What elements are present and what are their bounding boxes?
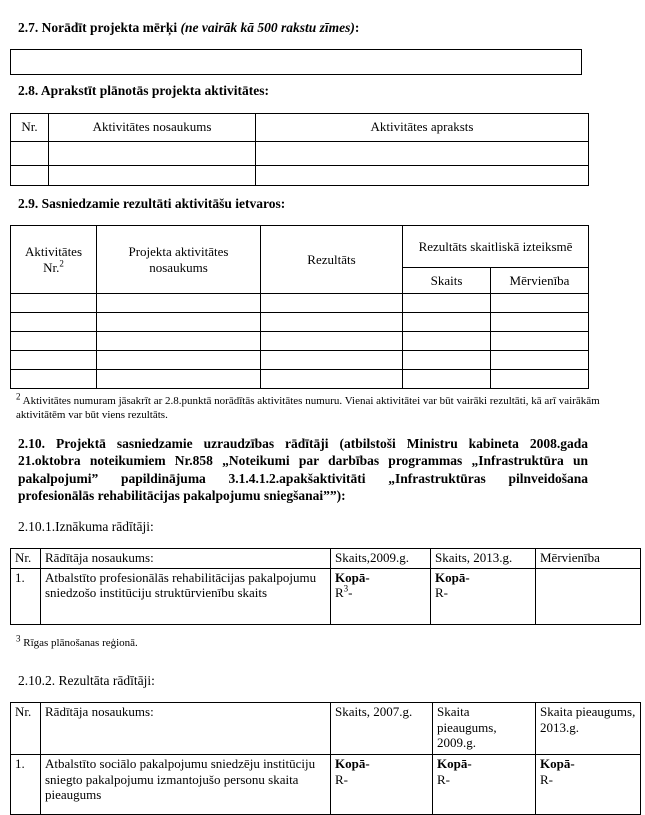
footnote-2-marker: 2 (16, 391, 21, 402)
empty-cell[interactable] (261, 351, 403, 370)
results-table (10, 225, 589, 389)
activities-header-name: Aktivitātes nosaukums (49, 113, 256, 141)
empty-cell[interactable] (97, 294, 261, 313)
output-indicator-row (11, 569, 641, 625)
empty-cell[interactable] (491, 351, 589, 370)
empty-cell[interactable] (403, 294, 491, 313)
section-2-8-heading: 2.8. Aprakstīt plānotās projekta aktivitātes: (18, 83, 270, 98)
results-header-activity-nr-text: Aktivitātes Nr. (24, 244, 83, 275)
region-value: R- (540, 771, 553, 787)
footnote-2-text: Aktivitātes numuram jāsakrīt ar 2.8.punktā norādītās aktivitātes numuru. Vienai aktivitātei var būt vairāki rezultāti, kā arī vairākām aktivitātēm var būt viens rezultāts. (16, 395, 600, 421)
section-2-10-paragraph: 2.10. Projektā sasniedzamie uzraudzības rādītāji (atbilstoši Ministru kabineta 2008.gada 21.oktobra noteikumiem Nr.858 „Noteikumi par darbības programmas „Infrastruktūra un pakalpojumi” papildinājuma 3.1.4.1.2.apakšaktivitāti „Infrastruktūras pilnveidošana profesionālās rehabilitācijas pakalpojumu sniegšanai””): (18, 435, 588, 503)
empty-cell[interactable] (491, 294, 589, 313)
output-header-indicator-name: Rādītāja nosaukums: (41, 549, 331, 569)
result-header-increase-2009: Skaita pieaugums, 2009.g. (433, 703, 536, 755)
result-row-increase-2009 (433, 755, 536, 815)
empty-cell[interactable] (261, 332, 403, 351)
activities-row (11, 165, 589, 185)
region-r: R (335, 585, 344, 601)
output-row-nr: 1. (11, 569, 41, 625)
empty-cell[interactable] (97, 351, 261, 370)
activities-table (10, 113, 589, 186)
empty-cell[interactable] (49, 165, 256, 185)
project-goal-input[interactable] (10, 49, 582, 75)
total-label: Kopā- (335, 756, 370, 772)
activities-row (11, 141, 589, 165)
empty-cell[interactable] (491, 332, 589, 351)
empty-cell[interactable] (11, 294, 97, 313)
total-label: Kopā- (540, 756, 575, 772)
footnote-3-text: Rīgas plānošanas reģionā. (20, 637, 138, 649)
section-2-7-heading (18, 20, 640, 36)
total-label: Kopā- (437, 756, 472, 772)
empty-cell[interactable] (11, 351, 97, 370)
empty-cell[interactable] (403, 332, 491, 351)
empty-cell[interactable] (11, 165, 49, 185)
result-indicator-row (11, 755, 641, 815)
empty-cell[interactable] (261, 294, 403, 313)
result-header-nr: Nr. (11, 703, 41, 755)
results-row (11, 294, 589, 313)
result-row-count-2007 (331, 755, 433, 815)
empty-cell[interactable] (491, 370, 589, 389)
result-indicators-table (10, 702, 641, 815)
results-row (11, 332, 589, 351)
result-indicators-header-row (11, 703, 641, 755)
empty-cell[interactable] (11, 141, 49, 165)
output-row-name: Atbalstīto profesionālās rehabilitācijas pakalpojumu sniedzošo institūciju struktūrvienību skaits (41, 569, 331, 625)
output-header-nr: Nr. (11, 549, 41, 569)
empty-cell[interactable] (403, 313, 491, 332)
output-header-count-2013: Skaits, 2013.g. (431, 549, 536, 569)
empty-cell[interactable] (11, 332, 97, 351)
region-dash: - (348, 585, 353, 601)
output-indicators-table (10, 548, 641, 625)
result-row-increase-2013 (536, 755, 641, 815)
section-2-7-colon: : (354, 19, 360, 35)
results-row (11, 370, 589, 389)
output-row-count-2009 (331, 569, 431, 625)
footnote-ref-2: 2 (59, 258, 64, 269)
empty-cell[interactable] (97, 370, 261, 389)
results-header-numeric-group: Rezultāts skaitliskā izteiksmē (403, 226, 589, 268)
result-row-nr: 1. (11, 755, 41, 815)
footnote-3-marker: 3 (16, 633, 21, 644)
empty-cell[interactable] (11, 370, 97, 389)
activities-header-row (11, 113, 589, 141)
section-2-9-heading: 2.9. Sasniedzamie rezultāti aktivitāšu ietvaros: (18, 195, 286, 211)
result-header-increase-2013: Skaita pieaugums, 2013.g. (536, 703, 641, 755)
activities-header-description: Aktivitātes apraksts (256, 113, 589, 141)
results-header-count: Skaits (403, 268, 491, 294)
result-header-indicator-name: Rādītāja nosaukums: (41, 703, 331, 755)
empty-cell[interactable] (491, 313, 589, 332)
region-value: R- (437, 771, 450, 787)
empty-cell[interactable] (261, 313, 403, 332)
results-header-activity-nr (11, 226, 97, 294)
output-row-unit[interactable] (536, 569, 641, 625)
region-value: R- (335, 771, 348, 787)
results-header-unit: Mērvienība (491, 268, 589, 294)
results-row (11, 351, 589, 370)
result-row-name: Atbalstīto sociālo pakalpojumu sniedzēju institūciju sniegto pakalpojumu izmantojušo personu skaita pieaugums (41, 755, 331, 815)
results-row (11, 313, 589, 332)
empty-cell[interactable] (11, 313, 97, 332)
total-label: Kopā- (435, 570, 470, 585)
empty-cell[interactable] (97, 332, 261, 351)
footnote-ref-3: 3 (343, 584, 349, 594)
region-value (335, 585, 426, 600)
empty-cell[interactable] (261, 370, 403, 389)
section-2-10-1-heading: 2.10.1.Iznākuma rādītāji: (18, 518, 154, 534)
activities-header-nr: Nr. (11, 113, 49, 141)
empty-cell[interactable] (403, 351, 491, 370)
output-indicators-header-row (11, 549, 641, 569)
result-header-count-2007: Skaits, 2007.g. (331, 703, 433, 755)
section-2-7-note: (ne vairāk kā 500 rakstu zīmes) (180, 19, 355, 35)
results-header-activity-name: Projekta aktivitātes nosaukums (97, 226, 261, 294)
section-2-7-label: 2.7. Norādīt projekta mērķi (18, 19, 181, 35)
empty-cell[interactable] (256, 141, 589, 165)
results-header-row-1 (11, 226, 589, 268)
output-header-unit: Mērvienība (536, 549, 641, 569)
empty-cell[interactable] (97, 313, 261, 332)
empty-cell[interactable] (49, 141, 256, 165)
total-label: Kopā- (335, 570, 370, 585)
output-row-count-2013 (431, 569, 536, 625)
output-header-count-2009: Skaits,2009.g. (331, 549, 431, 569)
footnote-2 (16, 391, 628, 423)
results-header-result: Rezultāts (261, 226, 403, 294)
empty-cell[interactable] (403, 370, 491, 389)
footnote-3 (16, 633, 628, 651)
region-value: R- (435, 585, 448, 601)
section-2-10-2-heading: 2.10.2. Rezultāta rādītāji: (18, 672, 155, 688)
empty-cell[interactable] (256, 165, 589, 185)
